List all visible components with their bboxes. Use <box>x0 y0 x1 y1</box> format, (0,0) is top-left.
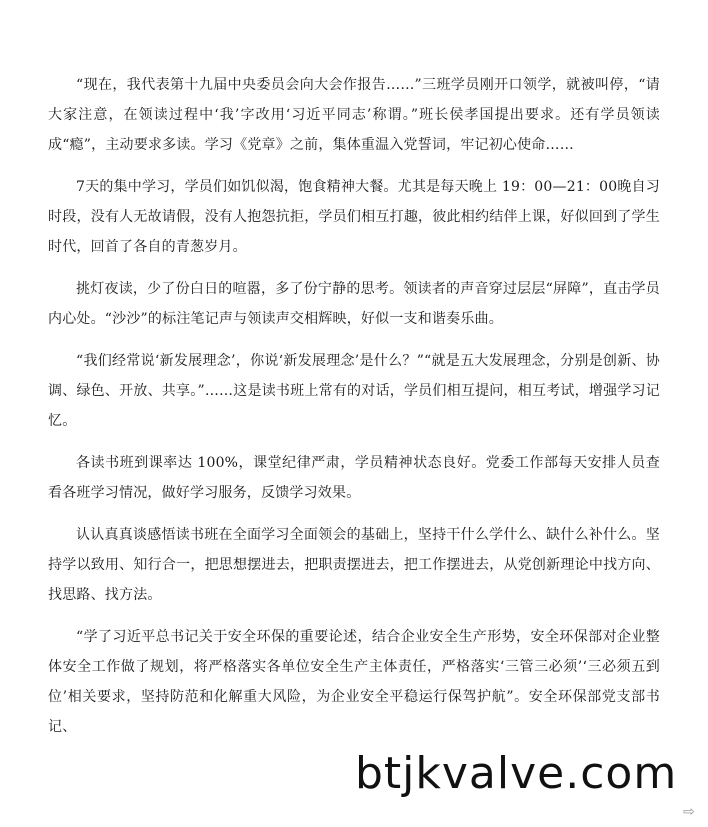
paragraph-4: “我们经常说‘新发展理念’，你说‘新发展理念’是什么？”“就是五大发展理念，分别是创新、协调、绿色、开放、共享。”……这是读书班上常有的对话，学员们相互提问，相互考试，增强学习记忆。 <box>48 353 660 429</box>
paragraph-1: “现在，我代表第十九届中央委员会向大会作报告……”三班学员刚开口领学，就被叫停，“请大家注意，在领读过程中‘我’字改用‘习近平同志’称谓。”班长侯孝国提出要求。还有学员领读成“瘾”，主动要求多读。学习《党章》之前，集体重温入党誓词，牢记初心使命…… <box>48 77 660 153</box>
next-page-arrow-icon[interactable]: ⇨ <box>683 804 695 820</box>
site-watermark: btjkvalve.com <box>355 748 678 799</box>
paragraph-7: “学了习近平总书记关于安全环保的重要论述，结合企业安全生产形势，安全环保部对企业整体安全工作做了规划，将严格落实各单位安全生产主体责任，严格落实‘三管三必须’‘三必须五到位’相关要求，坚持防范和化解重大风险，为企业安全平稳运行保驾护航”。安全环保部党支部书记、 <box>48 629 660 735</box>
paragraph-6: 认认真真谈感悟读书班在全面学习全面领会的基础上，坚持干什么学什么、缺什么补什么。坚持学以致用、知行合一，把思想摆进去，把职责摆进去，把工作摆进去，从党创新理论中找方向、找思路、找方法。 <box>48 527 660 603</box>
paragraph-3: 挑灯夜读，少了份白日的喧嚣，多了份宁静的思考。领读者的声音穿过层层“屏障”，直击学员内心处。“沙沙”的标注笔记声与领读声交相辉映，好似一支和谐奏乐曲。 <box>48 281 660 327</box>
paragraph-2: 7天的集中学习，学员们如饥似渴，饱食精神大餐。尤其是每天晚上 19：00—21：00晚自习时段，没有人无故请假，没有人抱怨抗拒，学员们相互打趣，彼此相约结伴上课，好似回到了学生时代，回首了各自的青葱岁月。 <box>48 179 660 255</box>
document-body <box>48 70 660 754</box>
paragraph-5: 各读书班到课率达 100%，课堂纪律严肃，学员精神状态良好。党委工作部每天安排人员查看各班学习情况，做好学习服务，反馈学习效果。 <box>48 455 660 501</box>
